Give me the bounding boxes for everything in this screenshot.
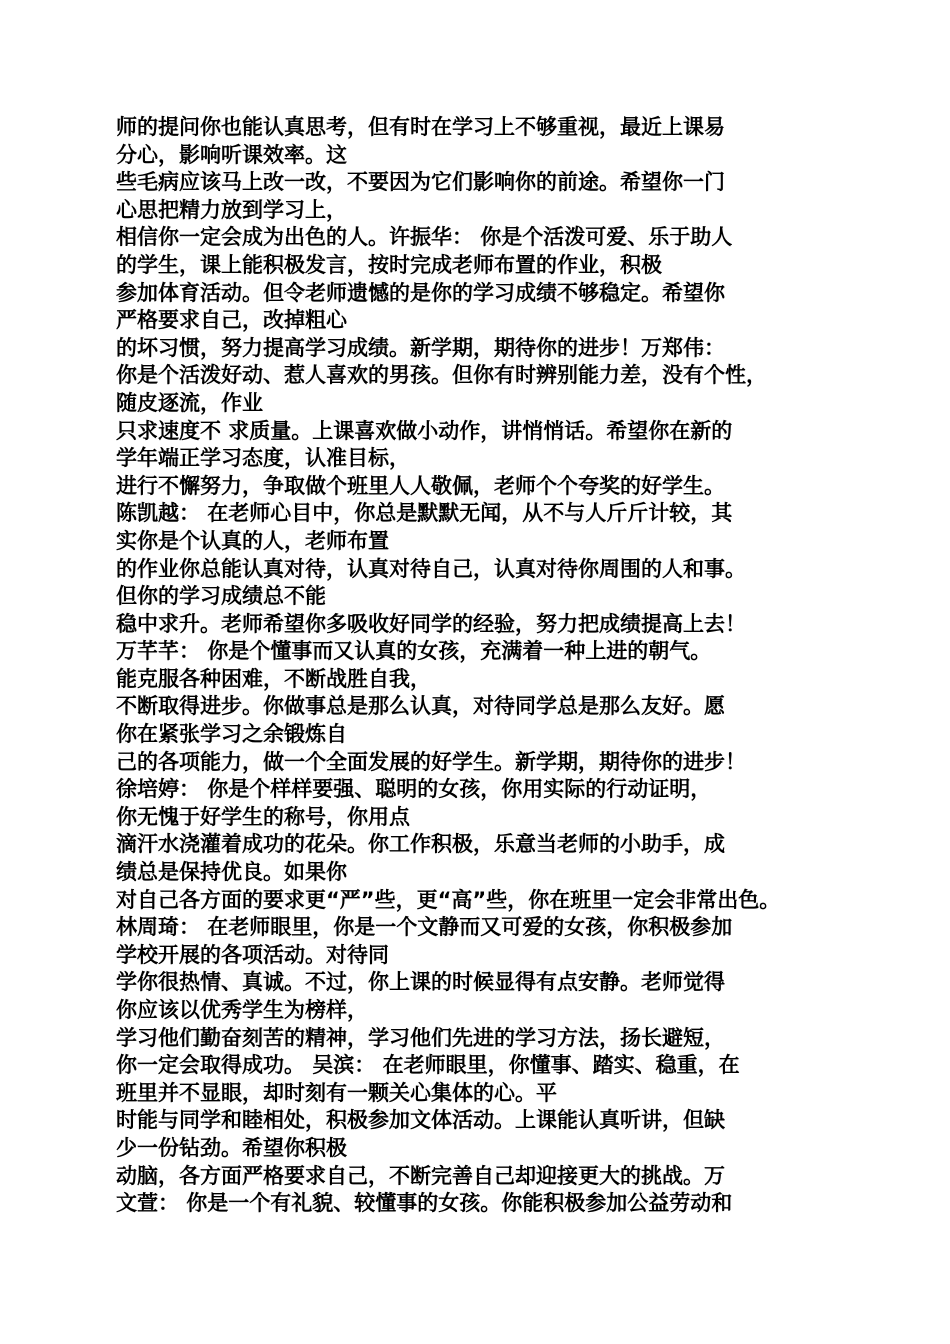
text-line: 能克服各种困难，不断战胜自我， (116, 666, 431, 691)
text-line: 不断取得进步。你做事总是那么认真，对待同学总是那么友好。愿 (116, 694, 725, 719)
text-line: 己的各项能力，做一个全面发展的好学生。新学期，期待你的进步！ (116, 749, 746, 774)
text-line: 对自己各方面的要求更“严”些，更“高”些，你在班里一定会非常出色。 (116, 887, 781, 912)
text-line: 陈凯越： 在老师心目中，你总是默默无闻，从不与人斤斤计较，其 (116, 501, 733, 526)
text-line: 绩总是保持优良。如果你 (116, 860, 347, 885)
text-line: 只求速度不 求质量。上课喜欢做小动作，讲悄悄话。希望你在新的 (116, 418, 733, 443)
text-line: 的坏习惯，努力提高学习成绩。新学期，期待你的进步！万郑伟： (116, 335, 725, 360)
text-line: 你无愧于好学生的称号，你用点 (116, 804, 410, 829)
text-line: 林周琦： 在老师眼里，你是一个文静而又可爱的女孩，你积极参加 (116, 915, 733, 940)
text-line: 实你是个认真的人，老师布置 (116, 528, 389, 553)
comment-text-block (116, 114, 856, 1218)
text-line: 进行不懈努力，争取做个班里人人敬佩，老师个个夸奖的好学生。 (116, 473, 725, 498)
text-line: 稳中求升。老师希望你多吸收好同学的经验，努力把成绩提高上去！ (116, 611, 746, 636)
text-line: 相信你一定会成为出色的人。许振华： 你是个活泼可爱、乐于助人 (116, 225, 733, 250)
text-line: 万芊芊： 你是个懂事而又认真的女孩，充满着一种上进的朝气。 (116, 639, 712, 664)
text-line: 严格要求自己，改掉粗心 (116, 308, 347, 333)
text-line: 你是个活泼好动、惹人喜欢的男孩。但你有时辨别能力差，没有个性， (116, 363, 767, 388)
text-line: 些毛病应该马上改一改，不要因为它们影响你的前途。希望你一门 (116, 170, 725, 195)
text-line: 班里并不显眼，却时刻有一颗关心集体的心。平 (116, 1080, 557, 1105)
text-line: 你在紧张学习之余锻炼自 (116, 722, 347, 747)
text-line: 分心，影响听课效率。这 (116, 142, 347, 167)
text-line: 学年端正学习态度，认准目标， (116, 446, 410, 471)
text-line: 你一定会取得成功。 吴滨： 在老师眼里，你懂事、踏实、稳重，在 (116, 1053, 740, 1078)
text-line: 徐培婷： 你是个样样要强、聪明的女孩，你用实际的行动证明， (116, 777, 712, 802)
text-line: 少一份钻劲。希望你积极 (116, 1135, 347, 1160)
text-line: 的学生，课上能积极发言，按时完成老师布置的作业，积极 (116, 252, 662, 277)
text-line: 学习他们勤奋刻苦的精神，学习他们先进的学习方法，扬长避短， (116, 1025, 725, 1050)
text-line: 你应该以优秀学生为榜样， (116, 998, 368, 1022)
text-line: 的作业你总能认真对待，认真对待自己，认真对待你周围的人和事。 (116, 556, 746, 581)
text-line: 滴汗水浇灌着成功的花朵。你工作积极，乐意当老师的小助手，成 (116, 832, 725, 857)
text-line: 文萱： 你是一个有礼貌、较懂事的女孩。你能积极参加公益劳动和 (116, 1191, 733, 1216)
text-line: 但你的学习成绩总不能 (116, 584, 326, 609)
text-line: 时能与同学和睦相处，积极参加文体活动。上课能认真听讲，但缺 (116, 1108, 725, 1133)
text-line: 参加体育活动。但令老师遗憾的是你的学习成绩不够稳定。希望你 (116, 280, 725, 305)
text-line: 师的提问你也能认真思考，但有时在学习上不够重视，最近上课易 (116, 115, 725, 139)
text-line: 动脑，各方面严格要求自己，不断完善自己却迎接更大的挑战。万 (116, 1163, 725, 1188)
text-line: 学你很热情、真诚。不过，你上课的时候显得有点安静。老师觉得 (116, 970, 725, 995)
text-line: 学校开展的各项活动。对待同 (116, 942, 389, 967)
text-line: 心思把精力放到学习上， (116, 197, 347, 222)
text-line: 随皮逐流，作业 (116, 390, 263, 415)
